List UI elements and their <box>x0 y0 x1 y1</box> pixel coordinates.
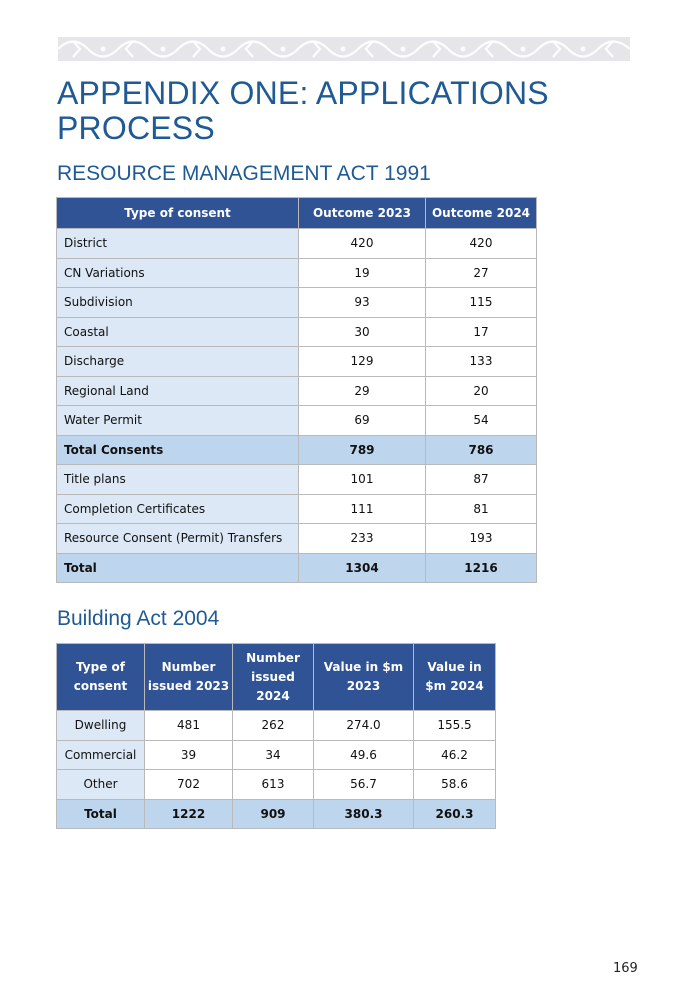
table-row <box>57 288 537 318</box>
number-issued-2024-cell: 909 <box>233 799 314 829</box>
building-act-heading: Building Act 2004 <box>57 607 220 630</box>
table-row <box>57 770 496 800</box>
header-line: Number <box>161 660 216 674</box>
outcome-2024-cell: 20 <box>426 376 537 406</box>
outcome-2024-cell: 27 <box>426 258 537 288</box>
value-2023-cell: 380.3 <box>314 799 414 829</box>
table-row <box>57 524 537 554</box>
number-issued-2024-cell: 613 <box>233 770 314 800</box>
table-row <box>57 376 537 406</box>
consent-type-cell: CN Variations <box>57 258 299 288</box>
header-line: $m 2024 <box>425 679 484 693</box>
outcome-2024-cell: 81 <box>426 494 537 524</box>
total-consents-row <box>57 435 537 465</box>
rma-consents-table <box>56 197 537 583</box>
table-row <box>57 258 537 288</box>
outcome-2023-cell: 129 <box>299 347 426 377</box>
header-line: 2024 <box>256 688 290 703</box>
number-issued-2023-cell: 1222 <box>145 799 233 829</box>
column-header: Outcome 2023 <box>299 198 426 229</box>
outcome-2024-cell: 133 <box>426 347 537 377</box>
number-issued-2023-cell: 39 <box>145 740 233 770</box>
header-line: 2023 <box>346 679 381 693</box>
total-row <box>57 799 496 829</box>
header-line: Value in $m <box>323 660 404 674</box>
consent-type-cell: Total <box>57 799 145 829</box>
value-2024-cell: 260.3 <box>414 799 496 829</box>
outcome-2023-cell: 29 <box>299 376 426 406</box>
decorative-pattern-banner <box>58 37 630 61</box>
outcome-2024-cell: 54 <box>426 406 537 436</box>
consent-type-cell: Coastal <box>57 317 299 347</box>
consent-type-cell: Title plans <box>57 465 299 495</box>
consent-type-cell: Resource Consent (Permit) Transfers <box>57 524 299 554</box>
value-2024-cell: 46.2 <box>414 740 496 770</box>
table-row <box>57 711 496 741</box>
header-line: issued 2023 <box>147 679 230 693</box>
header-line: issued <box>251 669 295 684</box>
page-number: 169 <box>613 961 638 976</box>
value-2024-cell: 155.5 <box>414 711 496 741</box>
outcome-2023-cell: 93 <box>299 288 426 318</box>
outcome-2023-cell: 30 <box>299 317 426 347</box>
outcome-2023-cell: 111 <box>299 494 426 524</box>
consent-type-cell: Discharge <box>57 347 299 377</box>
consent-type-cell: Dwelling <box>57 711 145 741</box>
value-2023-cell: 274.0 <box>314 711 414 741</box>
column-header <box>414 644 496 711</box>
header-line: Value in <box>427 660 482 674</box>
column-header <box>314 644 414 711</box>
header-line: Number <box>246 650 300 665</box>
consent-type-cell: Completion Certificates <box>57 494 299 524</box>
column-header: Outcome 2024 <box>426 198 537 229</box>
building-consents-table <box>56 643 496 829</box>
table-header-row <box>57 644 496 711</box>
table-row <box>57 347 537 377</box>
table-row <box>57 229 537 259</box>
outcome-2023-cell: 233 <box>299 524 426 554</box>
table-row <box>57 740 496 770</box>
table-row <box>57 317 537 347</box>
column-header <box>145 644 233 711</box>
header-line: consent <box>73 679 128 693</box>
consent-type-cell: Total <box>57 553 299 583</box>
outcome-2023-cell: 789 <box>299 435 426 465</box>
outcome-2024-cell: 786 <box>426 435 537 465</box>
table-row <box>57 406 537 436</box>
outcome-2023-cell: 19 <box>299 258 426 288</box>
header-line: Type of <box>76 660 125 674</box>
number-issued-2024-cell: 262 <box>233 711 314 741</box>
consent-type-cell: Commercial <box>57 740 145 770</box>
column-header <box>233 644 314 711</box>
rma-heading: RESOURCE MANAGEMENT ACT 1991 <box>57 162 431 185</box>
outcome-2023-cell: 420 <box>299 229 426 259</box>
outcome-2023-cell: 69 <box>299 406 426 436</box>
outcome-2024-cell: 115 <box>426 288 537 318</box>
outcome-2024-cell: 87 <box>426 465 537 495</box>
page-title: APPENDIX ONE: APPLICATIONS PROCESS <box>57 75 549 146</box>
column-header <box>57 644 145 711</box>
consent-type-cell: Water Permit <box>57 406 299 436</box>
column-header: Type of consent <box>57 198 299 229</box>
total-row <box>57 553 537 583</box>
value-2023-cell: 49.6 <box>314 740 414 770</box>
table-header-row <box>57 198 537 229</box>
outcome-2023-cell: 101 <box>299 465 426 495</box>
outcome-2023-cell: 1304 <box>299 553 426 583</box>
consent-type-cell: Regional Land <box>57 376 299 406</box>
table-row <box>57 494 537 524</box>
consent-type-cell: Other <box>57 770 145 800</box>
consent-type-cell: Total Consents <box>57 435 299 465</box>
outcome-2024-cell: 1216 <box>426 553 537 583</box>
number-issued-2024-cell: 34 <box>233 740 314 770</box>
table-row <box>57 465 537 495</box>
consent-type-cell: Subdivision <box>57 288 299 318</box>
consent-type-cell: District <box>57 229 299 259</box>
value-2023-cell: 56.7 <box>314 770 414 800</box>
number-issued-2023-cell: 702 <box>145 770 233 800</box>
outcome-2024-cell: 17 <box>426 317 537 347</box>
outcome-2024-cell: 420 <box>426 229 537 259</box>
outcome-2024-cell: 193 <box>426 524 537 554</box>
number-issued-2023-cell: 481 <box>145 711 233 741</box>
value-2024-cell: 58.6 <box>414 770 496 800</box>
